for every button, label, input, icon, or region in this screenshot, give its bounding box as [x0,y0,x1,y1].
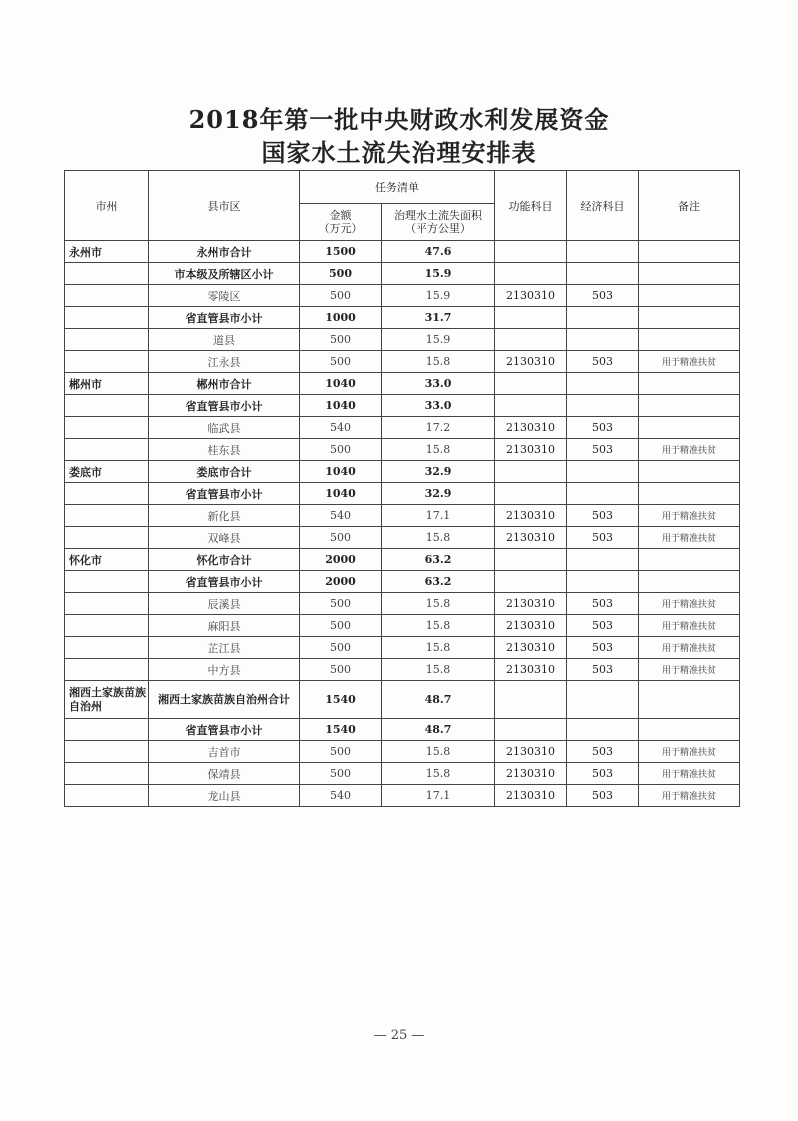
function-subject-cell: 2130310 [495,285,567,307]
city-cell-empty [65,351,149,373]
header-amount [300,204,382,241]
economic-subject-cell: 503 [567,741,639,763]
table-row [65,741,740,763]
remark-cell [639,307,740,329]
county-cell: 娄底市合计 [149,461,300,483]
city-cell-empty [65,307,149,329]
city-cell-empty [65,659,149,681]
county-cell: 省直管县市小计 [149,395,300,417]
header-amount-unit: （万元） [318,222,363,235]
amount-cell: 500 [300,263,382,285]
county-cell: 辰溪县 [149,593,300,615]
remark-cell: 用于精准扶贫 [639,505,740,527]
city-cell-empty [65,615,149,637]
county-cell: 吉首市 [149,741,300,763]
area-cell: 32.9 [382,483,495,505]
county-cell: 中方县 [149,659,300,681]
remark-cell [639,241,740,263]
area-cell: 63.2 [382,571,495,593]
table-row [65,615,740,637]
city-cell-empty [65,439,149,461]
county-cell: 临武县 [149,417,300,439]
function-subject-cell [495,483,567,505]
amount-cell: 500 [300,637,382,659]
table-row [65,659,740,681]
table-row [65,527,740,549]
remark-cell [639,417,740,439]
area-cell: 48.7 [382,681,495,719]
header-area-unit: （平方公里） [405,222,471,235]
area-cell: 15.9 [382,285,495,307]
county-cell: 芷江县 [149,637,300,659]
economic-subject-cell [567,241,639,263]
amount-cell: 500 [300,351,382,373]
economic-subject-cell: 503 [567,593,639,615]
amount-cell: 500 [300,527,382,549]
function-subject-cell: 2130310 [495,527,567,549]
function-subject-cell [495,719,567,741]
remark-cell: 用于精准扶贫 [639,741,740,763]
economic-subject-cell: 503 [567,417,639,439]
function-subject-cell [495,549,567,571]
city-cell: 永州市 [65,241,149,263]
county-cell: 零陵区 [149,285,300,307]
remark-cell: 用于精准扶贫 [639,659,740,681]
economic-subject-cell: 503 [567,527,639,549]
table-row [65,241,740,263]
amount-cell: 1040 [300,395,382,417]
table-row [65,417,740,439]
area-cell: 15.8 [382,439,495,461]
function-subject-cell [495,263,567,285]
function-subject-cell: 2130310 [495,763,567,785]
amount-cell: 500 [300,285,382,307]
economic-subject-cell [567,461,639,483]
table-row [65,285,740,307]
function-subject-cell: 2130310 [495,785,567,807]
county-cell: 江永县 [149,351,300,373]
table-row [65,351,740,373]
amount-cell: 1540 [300,681,382,719]
table-row [65,483,740,505]
economic-subject-cell: 503 [567,351,639,373]
area-cell: 17.2 [382,417,495,439]
remark-cell: 用于精准扶贫 [639,351,740,373]
amount-cell: 500 [300,659,382,681]
header-county: 县市区 [149,171,300,241]
area-cell: 17.1 [382,785,495,807]
economic-subject-cell [567,307,639,329]
remark-cell: 用于精准扶贫 [639,615,740,637]
remark-cell [639,461,740,483]
county-cell: 省直管县市小计 [149,483,300,505]
document-title-line2: 国家水土流失治理安排表 [261,138,537,167]
area-cell: 15.8 [382,615,495,637]
amount-cell: 540 [300,417,382,439]
function-subject-cell [495,571,567,593]
document-title-line1: 2018年第一批中央财政水利发展资金 [188,105,610,134]
amount-cell: 500 [300,593,382,615]
header-area-line1: 治理水土流失面积 [394,209,482,222]
county-cell: 道县 [149,329,300,351]
economic-subject-cell: 503 [567,505,639,527]
function-subject-cell: 2130310 [495,637,567,659]
table-row [65,593,740,615]
table-row [65,637,740,659]
city-cell-empty [65,785,149,807]
allocation-table [64,170,740,807]
area-cell: 33.0 [382,395,495,417]
function-subject-cell: 2130310 [495,439,567,461]
remark-cell: 用于精准扶贫 [639,593,740,615]
county-cell: 怀化市合计 [149,549,300,571]
table-row [65,719,740,741]
area-cell: 15.8 [382,351,495,373]
area-cell: 31.7 [382,307,495,329]
county-cell: 麻阳县 [149,615,300,637]
function-subject-cell [495,681,567,719]
amount-cell: 500 [300,329,382,351]
header-city: 市州 [65,171,149,241]
amount-cell: 1040 [300,373,382,395]
table-row [65,461,740,483]
city-cell: 怀化市 [65,549,149,571]
table-row [65,681,740,719]
remark-cell [639,395,740,417]
amount-cell: 1500 [300,241,382,263]
amount-cell: 1040 [300,483,382,505]
economic-subject-cell: 503 [567,785,639,807]
amount-cell: 2000 [300,571,382,593]
function-subject-cell [495,461,567,483]
function-subject-cell [495,241,567,263]
county-cell: 市本级及所辖区小计 [149,263,300,285]
county-cell: 湘西土家族苗族自治州合计 [149,681,300,719]
county-cell: 桂东县 [149,439,300,461]
county-cell: 永州市合计 [149,241,300,263]
remark-cell [639,681,740,719]
function-subject-cell [495,329,567,351]
amount-cell: 500 [300,439,382,461]
economic-subject-cell [567,329,639,351]
economic-subject-cell [567,263,639,285]
city-cell-empty [65,571,149,593]
remark-cell [639,483,740,505]
function-subject-cell [495,395,567,417]
economic-subject-cell [567,571,639,593]
economic-subject-cell [567,681,639,719]
amount-cell: 1000 [300,307,382,329]
header-economic-subject: 经济科目 [567,171,639,241]
amount-cell: 500 [300,615,382,637]
city-cell: 郴州市 [65,373,149,395]
header-task-list: 任务清单 [300,171,495,204]
function-subject-cell: 2130310 [495,593,567,615]
economic-subject-cell [567,483,639,505]
table-row [65,505,740,527]
city-cell-empty [65,395,149,417]
city-cell-empty [65,719,149,741]
remark-cell [639,263,740,285]
county-cell: 龙山县 [149,785,300,807]
city-cell: 湘西土家族苗族自治州 [65,681,149,719]
city-cell-empty [65,505,149,527]
city-cell-empty [65,763,149,785]
amount-cell: 540 [300,505,382,527]
remark-cell: 用于精准扶贫 [639,785,740,807]
economic-subject-cell [567,373,639,395]
amount-cell: 500 [300,741,382,763]
remark-cell [639,571,740,593]
area-cell: 15.9 [382,329,495,351]
economic-subject-cell: 503 [567,659,639,681]
header-area [382,204,495,241]
table-row [65,763,740,785]
remark-cell: 用于精准扶贫 [639,763,740,785]
amount-cell: 1040 [300,461,382,483]
area-cell: 15.8 [382,593,495,615]
area-cell: 15.8 [382,659,495,681]
table-row [65,263,740,285]
city-cell: 娄底市 [65,461,149,483]
function-subject-cell [495,307,567,329]
table-row [65,307,740,329]
area-cell: 15.8 [382,741,495,763]
remark-cell [639,719,740,741]
remark-cell [639,549,740,571]
area-cell: 63.2 [382,549,495,571]
city-cell-empty [65,263,149,285]
header-function-subject: 功能科目 [495,171,567,241]
remark-cell [639,329,740,351]
remark-cell [639,373,740,395]
county-cell: 省直管县市小计 [149,307,300,329]
table-row [65,439,740,461]
city-cell-empty [65,527,149,549]
economic-subject-cell: 503 [567,763,639,785]
area-cell: 32.9 [382,461,495,483]
amount-cell: 540 [300,785,382,807]
city-cell-empty [65,483,149,505]
area-cell: 33.0 [382,373,495,395]
remark-cell [639,285,740,307]
county-cell: 郴州市合计 [149,373,300,395]
table-body [65,241,740,807]
table-row [65,785,740,807]
area-cell: 15.8 [382,763,495,785]
area-cell: 15.8 [382,637,495,659]
remark-cell: 用于精准扶贫 [639,527,740,549]
city-cell-empty [65,593,149,615]
economic-subject-cell: 503 [567,615,639,637]
remark-cell: 用于精准扶贫 [639,637,740,659]
area-cell: 17.1 [382,505,495,527]
table-row [65,571,740,593]
table-row [65,395,740,417]
county-cell: 双峰县 [149,527,300,549]
city-cell-empty [65,741,149,763]
economic-subject-cell [567,719,639,741]
amount-cell: 2000 [300,549,382,571]
economic-subject-cell [567,395,639,417]
amount-cell: 1540 [300,719,382,741]
function-subject-cell: 2130310 [495,741,567,763]
county-cell: 省直管县市小计 [149,571,300,593]
area-cell: 15.9 [382,263,495,285]
amount-cell: 500 [300,763,382,785]
table-row [65,373,740,395]
city-cell-empty [65,329,149,351]
table-row [65,549,740,571]
remark-cell: 用于精准扶贫 [639,439,740,461]
area-cell: 15.8 [382,527,495,549]
economic-subject-cell: 503 [567,285,639,307]
county-cell: 省直管县市小计 [149,719,300,741]
function-subject-cell [495,373,567,395]
city-cell-empty [65,417,149,439]
city-cell-empty [65,285,149,307]
economic-subject-cell: 503 [567,637,639,659]
county-cell: 新化县 [149,505,300,527]
economic-subject-cell [567,549,639,571]
area-cell: 48.7 [382,719,495,741]
function-subject-cell: 2130310 [495,351,567,373]
table-row [65,329,740,351]
page-number: — 25 — [373,1028,425,1043]
function-subject-cell: 2130310 [495,417,567,439]
function-subject-cell: 2130310 [495,659,567,681]
function-subject-cell: 2130310 [495,505,567,527]
city-cell-empty [65,637,149,659]
economic-subject-cell: 503 [567,439,639,461]
area-cell: 47.6 [382,241,495,263]
header-remark: 备注 [639,171,740,241]
header-amount-line1: 金额 [329,209,352,222]
function-subject-cell: 2130310 [495,615,567,637]
county-cell: 保靖县 [149,763,300,785]
